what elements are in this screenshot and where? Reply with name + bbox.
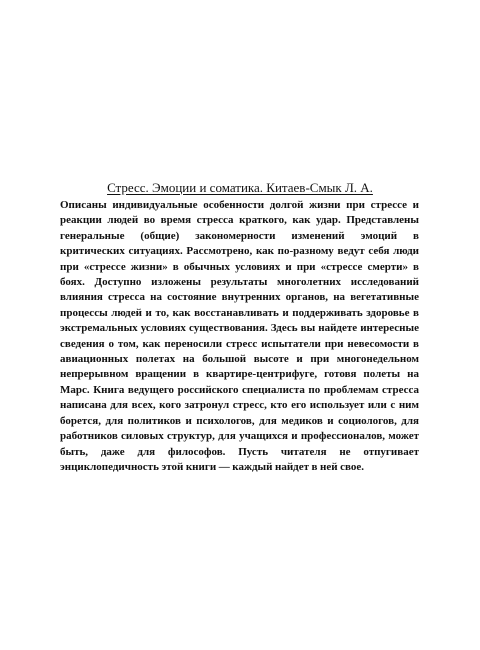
document-abstract: Описаны индивидуальные особенности долгой жизни при стрессе и реакции людей во время стресса краткого, как удар. Представлены генеральные (общие) закономерности изменений эмоций в критических ситуациях. Рассмотрено, как по-разному ведут себя люди при «стрессе жизни» в обычных условиях и при «стрессе смерти» в боях. Доступно изложены результаты многолетних исследований влияния стресса на состояние внутренних органов, на вегетативные процессы людей и то, как восстанавливать и поддерживать здоровье в экстремальных условиях существования. Здесь вы найдете интересные сведения о том, как переносили стресс испытатели при невесомости в авиационных полетах на большой высоте и при многонедельном непрерывном вращении в квартире-центрифуге, готовя полеты на Марс. Книга ведущего российского специалиста по проблемам стресса написана для всех, кого затронул стресс, кто его использует или с ним борется, для политиков и психологов, для медиков и социологов, для работников силовых структур, для учащихся и профессионалов, может быть, даже для философов. Пусть читателя не отпугивает энциклопедичность этой книги — каждый найдет в ней свое. [60,199,419,473]
document-title: Стресс. Эмоции и соматика. Китаев-Смык Л. А. [107,180,373,195]
